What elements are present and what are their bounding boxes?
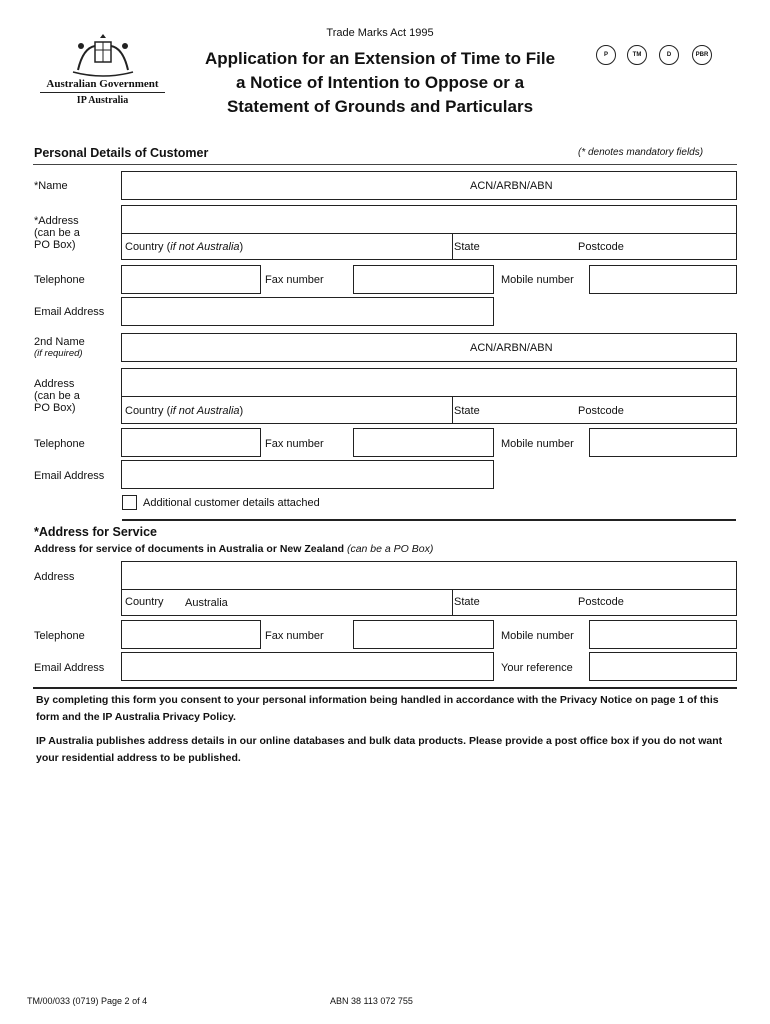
privacy-notice: By completing this form you consent to your personal information being handled in accordance with the Privacy Notice on page 1 of this form and the IP Australia Privacy Policy. — [36, 694, 719, 723]
address2-input[interactable] — [121, 368, 737, 397]
service-email-input[interactable] — [121, 652, 494, 681]
mobile-label: Mobile number — [501, 274, 574, 286]
service-email-label: Email Address — [34, 662, 105, 674]
service-heading: *Address for Service — [34, 525, 157, 539]
additional-details-checkbox[interactable] — [122, 495, 137, 510]
postcode-label: Postcode — [578, 241, 624, 253]
abn-footer: ABN 38 113 072 755 — [330, 996, 413, 1006]
acn-label: ACN/ARBN/ABN — [470, 180, 553, 192]
telephone-label: Telephone — [34, 274, 85, 286]
mobile2-label: Mobile number — [501, 438, 574, 450]
divider — [452, 233, 453, 260]
fax-input[interactable] — [353, 265, 494, 294]
address2-label: Address (can be a PO Box) — [34, 378, 80, 414]
service-fax-input[interactable] — [353, 620, 494, 649]
email2-input[interactable] — [121, 460, 494, 489]
gov-logo-text: Australian Government — [40, 78, 165, 93]
service-mobile-input[interactable] — [589, 620, 737, 649]
state-label: State — [454, 241, 480, 253]
mobile-input[interactable] — [589, 265, 737, 294]
service-subheading: Address for service of documents in Australia or New Zealand (can be a PO Box) — [34, 543, 434, 555]
badge-p: P — [596, 45, 616, 65]
service-country-value: Australia — [185, 597, 228, 609]
form-title-line-3: Statement of Grounds and Particulars — [226, 97, 534, 116]
section-divider — [33, 164, 737, 165]
act-name: Trade Marks Act 1995 — [326, 27, 434, 39]
mandatory-note: (* denotes mandatory fields) — [578, 147, 704, 158]
divider — [452, 396, 453, 424]
gov-logo — [40, 32, 165, 112]
email-label: Email Address — [34, 306, 105, 318]
fax-label: Fax number — [265, 274, 324, 286]
name-input[interactable] — [121, 171, 737, 200]
telephone2-label: Telephone — [34, 438, 85, 450]
divider — [452, 589, 453, 616]
badge-d: D — [659, 45, 679, 65]
form-id: TM/00/033 (0719) Page 2 of 4 — [27, 996, 148, 1006]
acn2-label: ACN/ARBN/ABN — [470, 342, 553, 354]
name2-label: 2nd Name — [34, 336, 85, 348]
form-title-line-1: Application for an Extension of Time to File — [204, 49, 556, 68]
state2-label: State — [454, 405, 480, 417]
service-telephone-input[interactable] — [121, 620, 261, 649]
service-country-label: Country — [125, 596, 164, 608]
service-mobile-label: Mobile number — [501, 630, 574, 642]
service-state-label: State — [454, 596, 480, 608]
address-label: *Address (can be a PO Box) — [34, 215, 80, 251]
publish-notice: IP Australia publishes address details in our online databases and bulk data products. Please provide a post office box if you do not want your residential address to be published. — [36, 735, 723, 764]
agency-logo-text: IP Australia — [76, 95, 129, 106]
telephone2-input[interactable] — [121, 428, 261, 457]
service-reference-input[interactable] — [589, 652, 737, 681]
email-input[interactable] — [121, 297, 494, 326]
postcode2-label: Postcode — [578, 405, 624, 417]
address-input[interactable] — [121, 205, 737, 234]
service-fax-label: Fax number — [265, 630, 324, 642]
name2-input[interactable] — [121, 333, 737, 362]
mobile2-input[interactable] — [589, 428, 737, 457]
additional-details-label: Additional customer details attached — [143, 497, 320, 509]
country2-label: Country (if not Australia) — [125, 405, 244, 417]
section-rule — [33, 687, 737, 689]
country-label: Country (if not Australia) — [125, 241, 244, 253]
name2-note: (if required) — [34, 348, 83, 359]
email2-label: Email Address — [34, 470, 105, 482]
fax2-label: Fax number — [265, 438, 324, 450]
fax2-input[interactable] — [353, 428, 494, 457]
service-address-label: Address — [34, 571, 75, 583]
service-telephone-label: Telephone — [34, 630, 85, 642]
badge-tm: TM — [627, 45, 647, 65]
coat-of-arms-icon — [68, 32, 138, 78]
section-rule — [122, 519, 736, 521]
service-postcode-label: Postcode — [578, 596, 624, 608]
form-title-line-2: a Notice of Intention to Oppose or a — [235, 73, 525, 92]
personal-heading: Personal Details of Customer — [34, 146, 209, 160]
service-address-input[interactable] — [121, 561, 737, 590]
name-label: *Name — [34, 180, 68, 192]
service-reference-label: Your reference — [501, 662, 573, 674]
telephone-input[interactable] — [121, 265, 261, 294]
badge-pbr: PBR — [692, 45, 712, 65]
